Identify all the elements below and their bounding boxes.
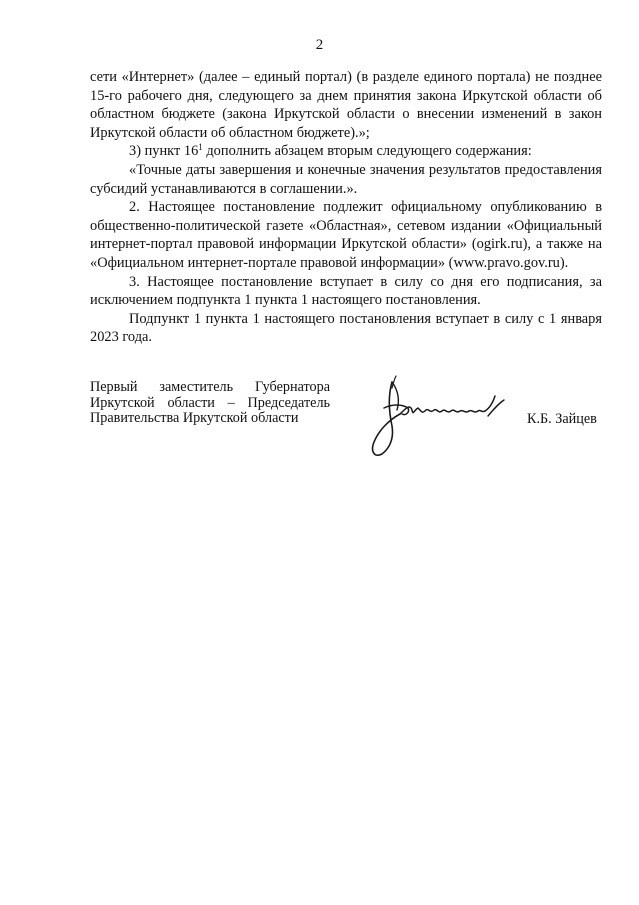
superscript-index: 1 [198,142,203,153]
handwritten-signature [362,368,528,464]
paragraph-quote: «Точные даты завершения и конечные значения результатов предоставления субсидий устанавливаются в соглашении.». [90,161,602,197]
paragraph-effective-date: Подпункт 1 пункта 1 настоящего постановления вступает в силу с 1 января 2023 года. [90,310,602,346]
page-number: 2 [315,37,324,53]
signatory-position-line: Правительства Иркутской области [90,410,299,426]
signatory-position-line: Первый заместитель Губернатора [90,379,330,395]
paragraph-item-2: 2. Настоящее постановление подлежит официальному опубликованию в общественно-политической газете «Областная», сетевом издании «Официальный интернет-портал правовой информации Иркутской области» (ogirk.ru), а также на «Официальном интернет-портале правовой информации» (www.pravo.gov.ru). [90,199,602,271]
signatory-position [90,380,330,427]
paragraph-continuation: сети «Интернет» (далее – единый портал) (в разделе единого портала) не позднее 15-го рабочего дня, следующего за днем принятия закона Иркутской области об областном бюджете (закона Иркутской области о внесении изменений в закон Иркутской области об областном бюджете).»; [90,69,602,141]
signer-name: К.Б. Зайцев [527,411,597,427]
paragraph-point-3-text-start: 3) пункт 16 [129,143,199,160]
paragraph-point-3-text-end: дополнить абзацем вторым следующего содержания: [202,143,532,160]
document-body [90,68,602,347]
paragraph-point-3 [90,142,602,161]
paragraph-item-3: 3. Настоящее постановление вступает в силу со дня его подписания, за исключением подпункта 1 пункта 1 настоящего постановления. [90,273,602,309]
signatory-position-line: Иркутской области – Председатель [90,394,330,411]
